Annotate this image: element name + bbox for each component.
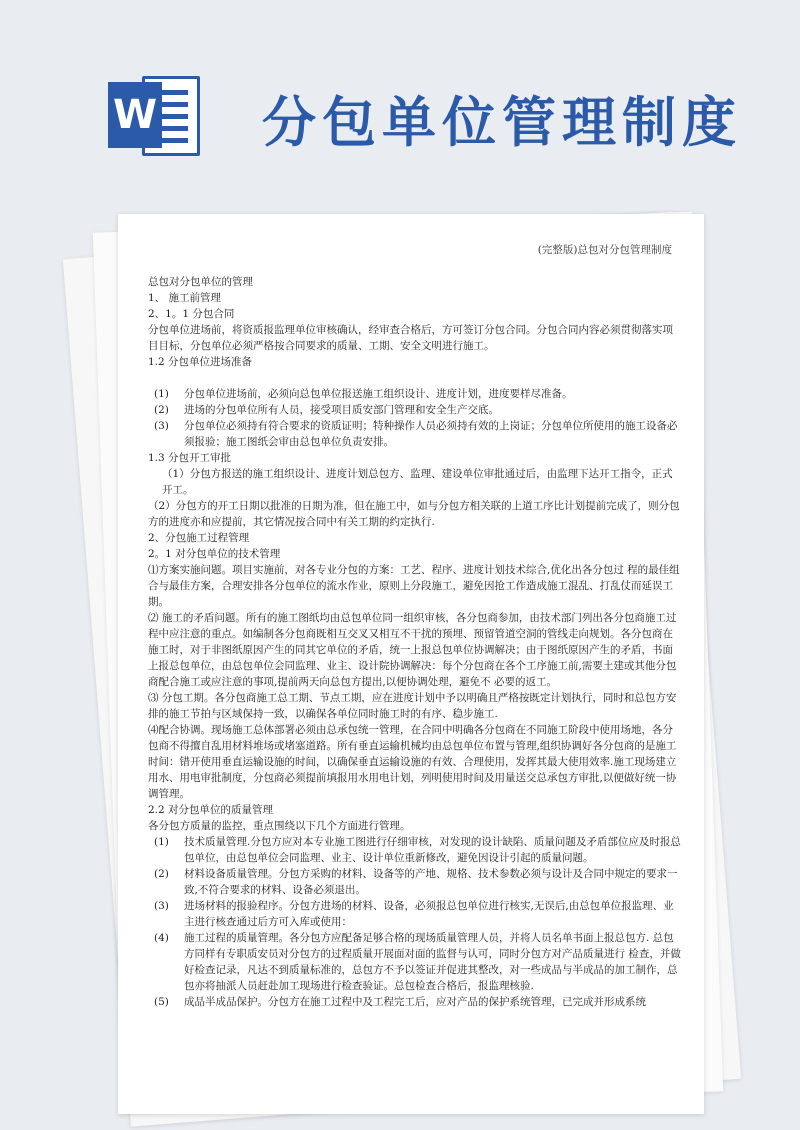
list-text: 技术质量管理.分包方应对本专业施工图进行仔细审核，对发现的设计缺陷、质量问题及矛盾部位应及时报总包单位，由总包单位会同监理、业主、设计单位重新修改，避免因设计引起的质量问题。 bbox=[184, 836, 681, 864]
document-page bbox=[118, 214, 704, 1114]
paragraph: （2）分包方的开工日期以批准的日期为准，但在施工中，如与分包方相关联的上道工序比计划提前完成了，则分包方的进度亦和应提前，其它情况按合同中有关工期的约定执行. bbox=[148, 500, 680, 528]
list-text: 进场的分包单位所有人员，接受项目质安部门管理和安全生产交底。 bbox=[184, 404, 499, 416]
paragraph: ⑶ 分包工期。各分包商施工总工期、节点工期，应在进度计划中予以明确且严格按既定计划执行，同时和总包方安排的施工节拍与区域保持一致，以确保各单位同时施工时的有序、稳步施工. bbox=[148, 692, 677, 720]
list-item bbox=[148, 834, 682, 866]
list-number: (2) bbox=[154, 868, 169, 880]
list-text: 成品半成品保护。分包方在施工过程中及工程完工后，应对产品的保护系统管理，已完成并形成系统 bbox=[184, 996, 646, 1008]
paragraph: ⑷配合协调。现场施工总体部署必须由总承包统一管理，在合同中明确各分包商在不同施工阶段中使用场地，各分包商不得擅自乱用材料堆场或堵塞道路。所有垂直运输机械均由总包单位布置与管理,组织协调好各分包商的是施工时间：错开使用垂直运输设施的时间，以确保垂直运输设施的有效、合理使用，发挥其最大使用效率.施工现场建立用水、用电审批制度，分包商必须提前填报用水用电计划，列明使用时间及用量送交总承包方审批,以便做好统一协调管理。 bbox=[148, 724, 677, 800]
page-title: 分包单位管理制度 bbox=[262, 91, 742, 154]
list-item bbox=[148, 386, 682, 402]
list-text: 施工过程的质量管理。各分包方应配备足够合格的现场质量管理人员，并将人员名单书面上报总包方. 总包方同样有专职质安员对分包方的过程质量开展面对面的监督与认可，同时分包方对产品质量进行 检查，并做好检查记录，凡达不到质量标准的，总包方不予以签证并促进其整改，对一些成品与半成品的加工制作，总包亦将抽派人员赶赴加工现场进行检查验证。总包检查合格后，报监理核验. bbox=[184, 932, 681, 992]
paragraph: （1）分包方报送的施工组织设计、进度计划总包方、监理、建设单位审批通过后，由监理下达开工指令，正式开工。 bbox=[162, 468, 673, 496]
subsection-heading: 1.2 分包单位进场准备 bbox=[148, 356, 253, 368]
list-number: (1) bbox=[154, 836, 169, 848]
section-heading: 2、分包施工过程管理 bbox=[148, 532, 250, 544]
list-number: (3) bbox=[154, 420, 169, 432]
list-item bbox=[148, 994, 682, 1010]
banner bbox=[0, 0, 800, 200]
paragraph: ⑵ 施工的矛盾问题。所有的施工图纸均由总包单位同一组织审核，各分包商参加，由技术部门列出各分包商施工过程中应注意的重点。如编制各分包商既相互交叉又相互不干扰的预埋、预留管道空洞的管线走向规划。各分包商在施工时，对于非图纸原因产生的同其它单位的矛盾，统一上报总包单位协调解决；由于图纸原因产生的矛盾，书面上报总包单位，由总包单位会同监理、业主、设计院协调解决：每个分包商在各个工序施工前,需要土建或其他分包商配合施工或应注意的事项,提前两天向总包方提出,以便协调处理，避免不 必要的返工。 bbox=[148, 612, 677, 688]
list-item bbox=[148, 418, 682, 450]
running-header: (完整版)总包对分包管理制度 bbox=[537, 244, 672, 256]
paragraph: ⑴方案实施问题。项目实施前，对各专业分包的方案：工艺、程序、进度计划技术综合,优化出各分包过 程的最佳组合与最佳方案，合理安排各分包单位的流水作业，原则上分段施工，避免因抢工作造成施工混乱、打乱仗而延误工期。 bbox=[148, 564, 680, 608]
list-number: (3) bbox=[154, 900, 169, 912]
list-number: (4) bbox=[154, 932, 169, 944]
list-item bbox=[148, 930, 682, 994]
list-item bbox=[148, 898, 682, 930]
list-text: 材料设备质量管理。分包方采购的材料、设备等的产地、规格、技术参数必须与设计及合同中规定的要求一致,不符合要求的材料、设备必须退出。 bbox=[184, 868, 678, 896]
word-document-icon bbox=[108, 76, 200, 156]
section-heading: 1、 施工前管理 bbox=[148, 292, 222, 304]
subsection-heading: 1.3 分包开工审批 bbox=[148, 452, 232, 464]
list-item bbox=[148, 866, 682, 898]
list-number: (2) bbox=[154, 404, 169, 416]
list-item bbox=[148, 402, 682, 418]
list-text: 进场材料的报验程序。分包方进场的材料、设备，必须报总包单位进行核实,无误后,由总包单位报监理、业主进行核查通过后方可入库或使用： bbox=[184, 900, 674, 928]
subsection-heading: 2。1 对分包单位的技术管理 bbox=[148, 548, 281, 560]
doc-heading: 总包对分包单位的管理 bbox=[148, 276, 253, 288]
list-text: 分包单位必须持有符合要求的资质证明；特种操作人员必须持有效的上岗证；分包单位所使用的施工设备必须报验；施工图纸会审由总包单位负责安排。 bbox=[184, 420, 678, 448]
subsection-heading: 2、1。1 分包合同 bbox=[148, 308, 235, 320]
list-text: 分包单位进场前，必须向总包单位报送施工组织设计、进度计划，进度要样尽准备。 bbox=[184, 388, 573, 400]
list-number: (1) bbox=[154, 388, 169, 400]
paragraph: 分包单位进场前，将资质报监理单位审核确认，经审查合格后，方可签订分包合同。分包合同内容必须贯彻落实项目目标，分包单位必须严格按合同要求的质量、工期、安全文明进行施工。 bbox=[148, 324, 673, 352]
document-body bbox=[148, 274, 682, 1010]
list-number: (5) bbox=[154, 996, 169, 1008]
word-icon-letter: W bbox=[108, 82, 162, 148]
subsection-heading: 2.2 对分包单位的质量管理 bbox=[148, 804, 274, 816]
spacer bbox=[148, 370, 682, 386]
paragraph: 各分包方质量的监控，重点围绕以下几个方面进行管理。 bbox=[148, 820, 411, 832]
